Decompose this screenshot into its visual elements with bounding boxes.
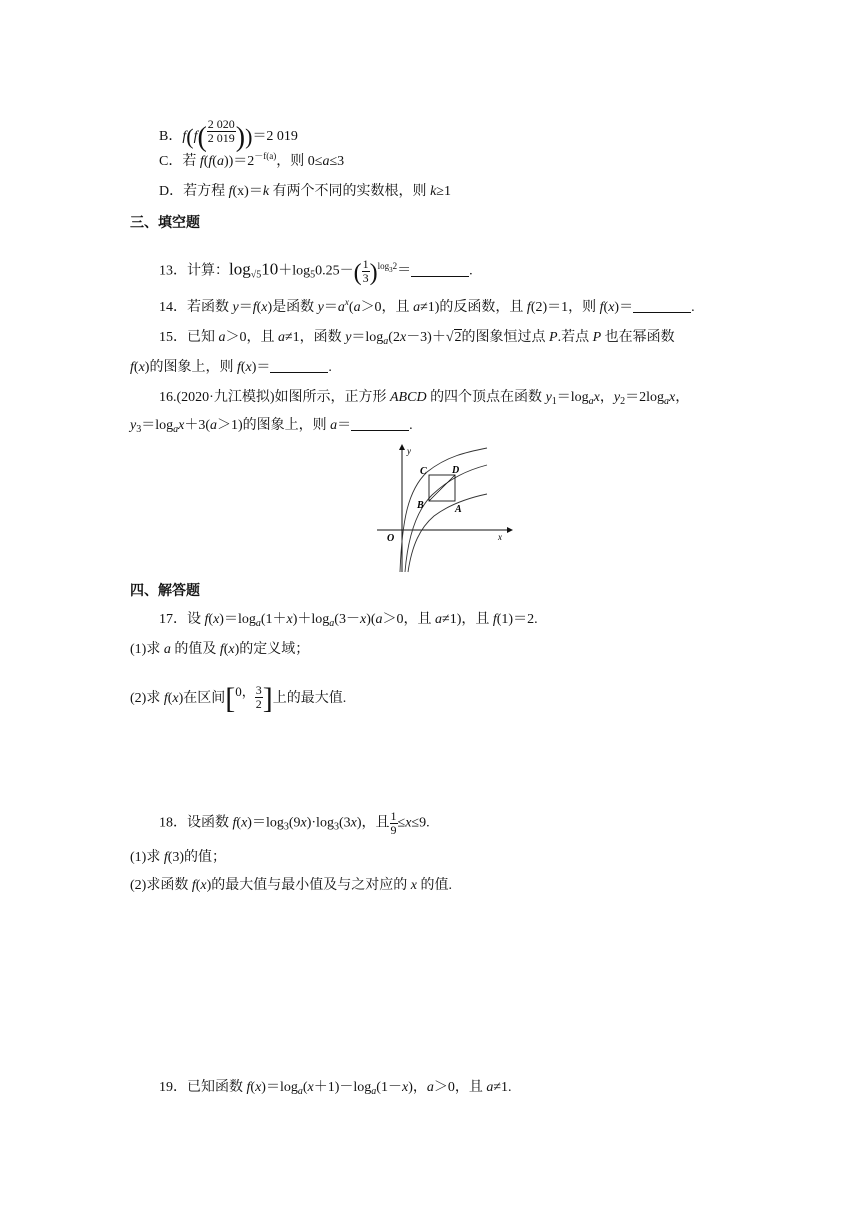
section-heading-fill-in: 三、填空题 [130, 214, 200, 230]
inner-paren: ( [197, 122, 207, 153]
sqrt-symbol: √ [445, 330, 454, 345]
answer-blank[interactable] [351, 416, 409, 431]
question-17-part-1: (1)求 a 的值及 f(x)的定义域； [130, 642, 310, 657]
option-b: B．f(f( $\frac{2 020}{2 019}$ ))＝2 019 [159, 117, 298, 153]
question-18-part-2: (2)求函数 f(x)的最大值与最小值及与之对应的 x 的值. [130, 878, 452, 893]
exponent: log32 [377, 260, 398, 274]
answer-blank[interactable] [633, 298, 691, 313]
point-label-b: B [417, 500, 424, 511]
paren-open: ( [353, 259, 362, 286]
fraction-2020-2019: $\frac{2 020}{2 019}$ [207, 117, 235, 145]
x-axis-label: x [498, 532, 502, 542]
outer-paren-close: ) [245, 124, 253, 149]
question-17: 17．设 $f(x)=\log_a(1+x)+\log_a(3-x)(a>0$，且 a≠1)，且 f(1)＝2. [159, 612, 538, 629]
fraction-three-halves: $\frac{3}{2}$ [255, 683, 262, 711]
point-label-d: D [452, 465, 460, 476]
bracket-open: [ [225, 682, 236, 715]
inner-paren-close: ) [235, 122, 246, 153]
question-14: 14．若函数 y＝f(x)是函数 $y=a^x(a>0$，且 a≠1)的反函数，且 f(2)＝1，则 f(x)＝ . [159, 297, 695, 315]
outer-paren: ( [186, 124, 194, 149]
question-18-part-1: (1)求 f(3)的值； [130, 850, 227, 865]
diagonal-bd [429, 475, 455, 501]
section-heading-answers: 四、解答题 [130, 582, 200, 598]
question-16-line-1: 16.(2020·九江模拟)如图所示，正方形 ABCD 的四个顶点在函数 $y_1=\log_ax$，$y_2=2\log_ax$， [159, 390, 690, 407]
question-13: 13．计算：$\log_{√5}10+\log_50.25-$( $\frac{1}{3}$ )$^{log_32}$＝ . [159, 257, 473, 286]
fraction-one-ninth: $\frac{1}{9}$ [390, 809, 397, 837]
point-label-a: A [455, 504, 462, 515]
question-15-line-2: f(x)的图象上，则 f(x)＝ . [130, 360, 332, 375]
question-15-line-1: 15．已知 a＞0，且 a≠1，函数 $y=\log_a(2x-3)+√2$的图象恒过点 P.若点 P 也在幂函数 [159, 330, 675, 347]
y-axis-label: y [407, 446, 411, 456]
answer-blank[interactable] [270, 358, 328, 373]
curve-y2 [405, 465, 487, 572]
question-18: 18．设函数 $f(x)=\log_3(9x)\cdot\log_3(3x)$，且 $\frac{1}{9}$ ≤x≤9. [159, 809, 430, 837]
question-16-line-2: $y_3=\log_ax+3(a>1)$的图象上，则 a＝ . [130, 418, 413, 435]
origin-label: O [387, 533, 395, 544]
option-d: D．若方程 f(x)＝k 有两个不同的实数根，则 k≥1 [159, 184, 451, 199]
bracket-close: ] [262, 682, 273, 715]
point-label-c: C [420, 466, 427, 477]
paren-close: ) [369, 259, 378, 286]
answer-blank[interactable] [411, 262, 469, 277]
question-19: 19．已知函数 $f(x)=\log_a(x+1)-\log_a(1-x)$，a＞0，且 a≠1. [159, 1080, 512, 1097]
option-c: C．若 $f(f(a))=2^{-f(a)}$，则 0≤a≤3 [159, 151, 345, 169]
log-graph-figure [372, 440, 522, 575]
fraction-one-third: $\frac{1}{3}$ [362, 257, 369, 285]
question-17-part-2: (2)求 f(x)在区间[0， $\frac{3}{2}$ ]上的最大值. [130, 682, 347, 715]
